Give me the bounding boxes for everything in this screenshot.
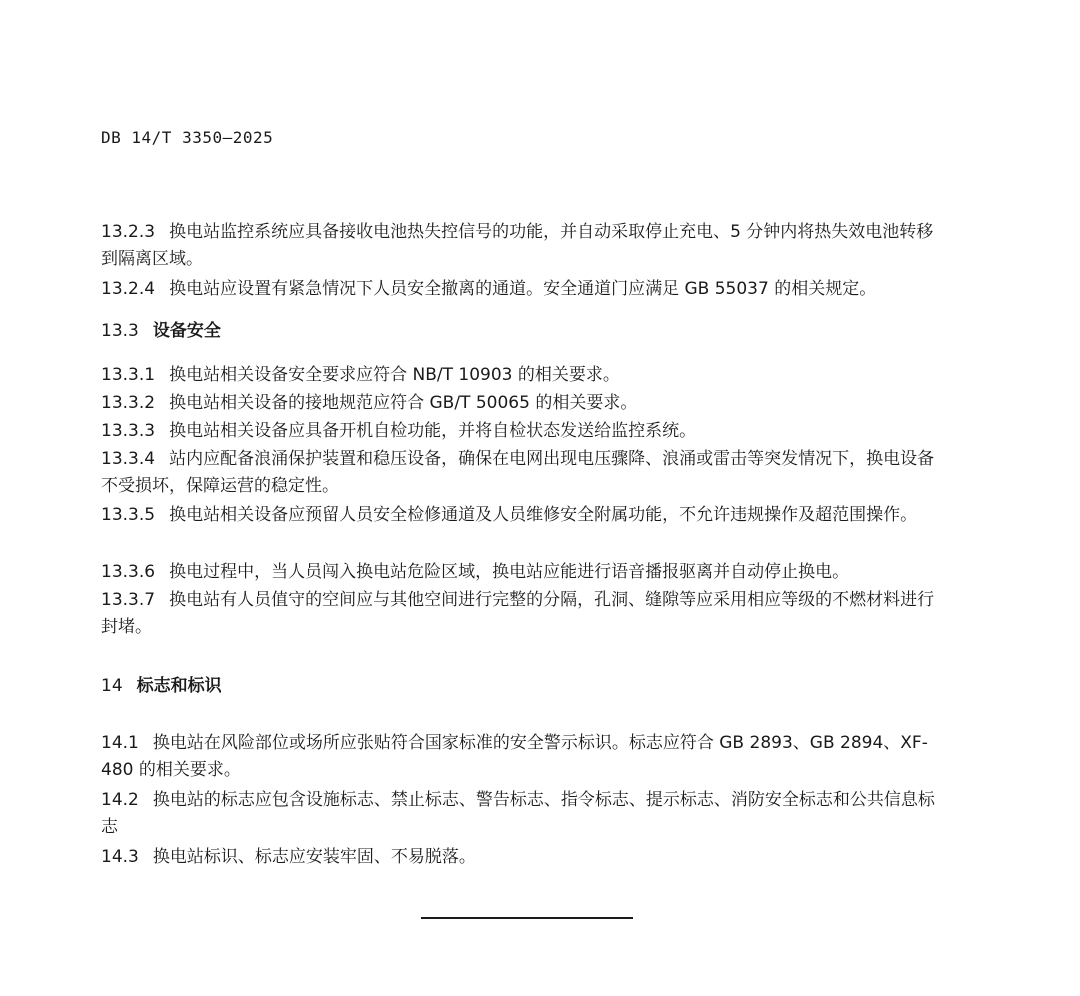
section-title: 标志和标识	[136, 676, 222, 696]
end-rule	[421, 917, 633, 919]
clause-text: 换电站有人员值守的空间应与其他空间进行完整的分隔，孔洞、缝隙等应采用相应等级的不燃材料进行封堵。	[101, 590, 935, 637]
clause-13-3-7	[101, 587, 946, 641]
clause-number: 13.2.4	[101, 279, 156, 299]
clause-number: 13.3.1	[101, 365, 156, 385]
clause-text: 换电站在风险部位或场所应张贴符合国家标准的安全警示标识。标志应符合 GB 2893、GB 2894、XF-480 的相关要求。	[101, 733, 928, 780]
clause-number: 13.3.6	[101, 562, 156, 582]
clause-text: 换电过程中，当人员闯入换电站危险区域，换电站应能进行语音播报驱离并自动停止换电。	[169, 562, 850, 582]
section-heading-14	[101, 673, 222, 700]
clause-number: 13.3.2	[101, 393, 156, 413]
clause-14-1	[101, 730, 946, 784]
clause-number: 14.3	[101, 847, 139, 867]
document-code: DB 14/T 3350—2025	[101, 128, 274, 147]
clause-text: 换电站相关设备应预留人员安全检修通道及人员维修安全附属功能，不允许违规操作及超范围操作。	[169, 505, 918, 525]
clause-14-3	[101, 844, 946, 871]
clause-number: 13.3.3	[101, 421, 156, 441]
section-heading-13-3	[101, 318, 221, 345]
clause-text: 换电站相关设备应具备开机自检功能，并将自检状态发送给监控系统。	[169, 421, 697, 441]
section-number: 14	[101, 676, 123, 696]
clause-text: 站内应配备浪涌保护装置和稳压设备，确保在电网出现电压骤降、浪涌或雷击等突发情况下，换电设备不受损坏，保障运营的稳定性。	[101, 449, 935, 496]
section-title: 设备安全	[152, 321, 221, 341]
section-number: 13.3	[101, 321, 139, 341]
clause-text: 换电站标识、标志应安装牢固、不易脱落。	[152, 847, 476, 867]
clause-number: 14.2	[101, 790, 139, 810]
clause-13-2-3	[101, 219, 946, 273]
clause-text: 换电站应设置有紧急情况下人员安全撤离的通道。安全通道门应满足 GB 55037 的相关规定。	[169, 279, 877, 299]
clause-13-3-3	[101, 418, 946, 445]
clause-number: 14.1	[101, 733, 139, 753]
clause-13-3-1	[101, 362, 946, 389]
clause-13-3-4	[101, 446, 946, 500]
clause-13-2-4	[101, 276, 946, 303]
clause-13-3-5	[101, 502, 946, 529]
clause-text: 换电站监控系统应具备接收电池热失控信号的功能，并自动采取停止充电、5 分钟内将热失效电池转移到隔离区域。	[101, 222, 934, 269]
clause-number: 13.3.7	[101, 590, 156, 610]
clause-number: 13.2.3	[101, 222, 156, 242]
clause-number: 13.3.4	[101, 449, 156, 469]
clause-13-3-2	[101, 390, 946, 417]
clause-text: 换电站的标志应包含设施标志、禁止标志、警告标志、指令标志、提示标志、消防安全标志和公共信息标志	[101, 790, 935, 837]
clause-text: 换电站相关设备安全要求应符合 NB/T 10903 的相关要求。	[169, 365, 620, 385]
clause-text: 换电站相关设备的接地规范应符合 GB/T 50065 的相关要求。	[169, 393, 638, 413]
clause-number: 13.3.5	[101, 505, 156, 525]
clause-13-3-6	[101, 559, 946, 586]
clause-14-2	[101, 787, 946, 841]
